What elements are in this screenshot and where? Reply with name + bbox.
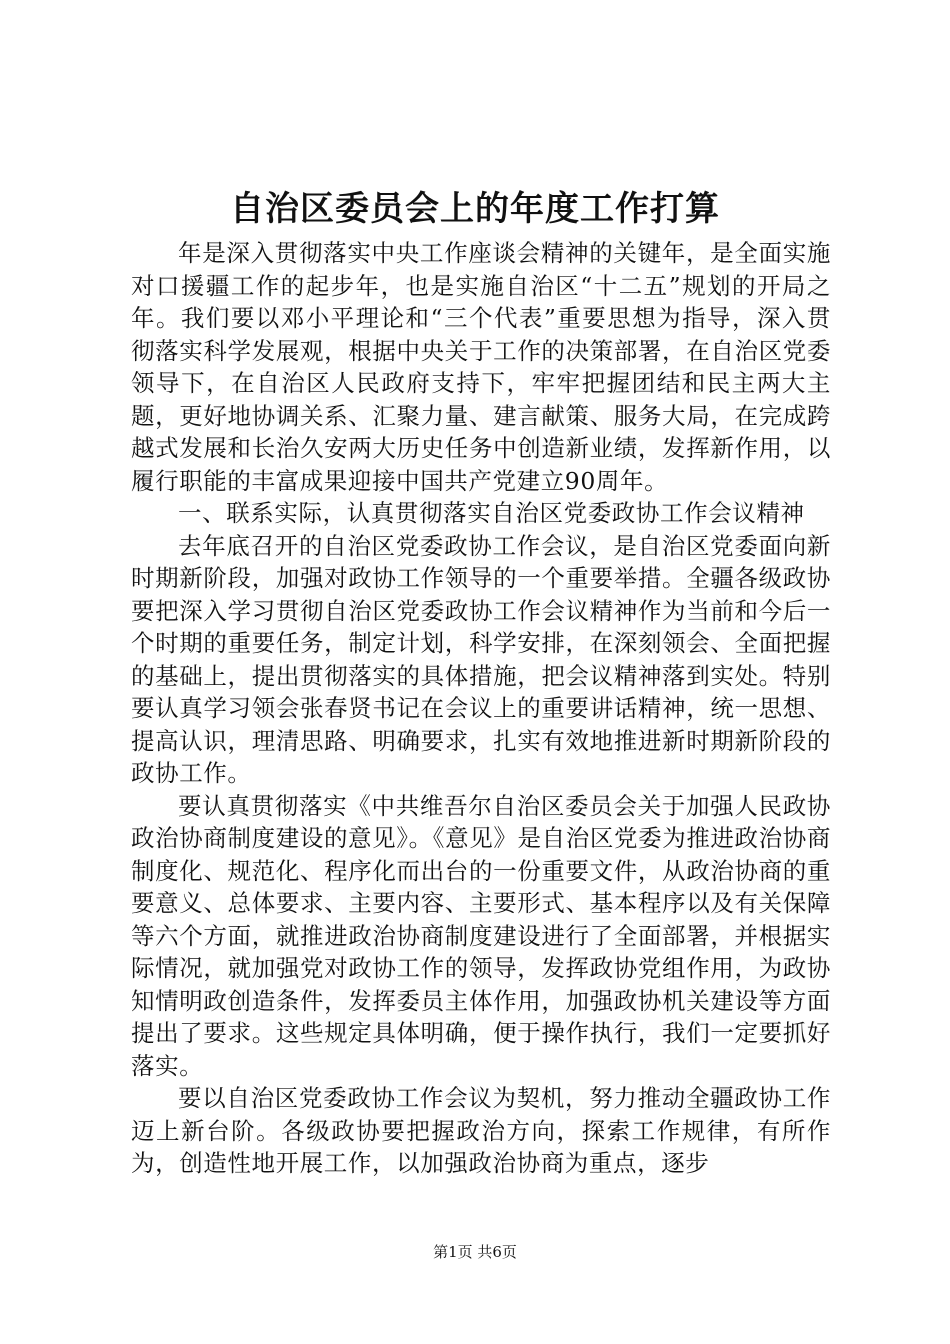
paragraph-intro: 年是深入贯彻落实中央工作座谈会精神的关键年，是全面实施对口援疆工作的起步年，也是实施自治区“十二五”规划的开局之年。我们要以邓小平理论和“三个代表”重要思想为指导，深入贯彻落实科学发展观，根据中央关于工作的决策部署，在自治区党委领导下，在自治区人民政府支持下，牢牢把握团结和民主两大主题，更好地协调关系、汇聚力量、建言献策、服务大局，在完成跨越式发展和长治久安两大历史任务中创造新业绩，发挥新作用，以履行职能的丰富成果迎接中国共产党建立90周年。	[131, 239, 831, 495]
paragraph-opportunity: 要以自治区党委政协工作会议为契机，努力推动全疆政协工作迈上新台阶。各级政协要把握政治方向，探索工作规律，有所作为，创造性地开展工作，以加强政治协商为重点，逐步	[131, 1084, 831, 1177]
document-body	[131, 237, 831, 1180]
document-title: 自治区委员会上的年度工作打算	[230, 189, 720, 229]
section-heading-1: 一、联系实际，认真贯彻落实自治区党委政协工作会议精神	[178, 499, 805, 527]
paragraph-conference: 去年底召开的自治区党委政协工作会议，是自治区党委面向新时期新阶段，加强对政协工作领导的一个重要举措。全疆各级政协要把深入学习贯彻自治区党委政协工作会议精神作为当前和今后一个时期的重要任务，制定计划，科学安排，在深刻领会、全面把握的基础上，提出贯彻落实的具体措施，把会议精神落到实处。特别要认真学习领会张春贤书记在会议上的重要讲话精神，统一思想、提高认识，理清思路、明确要求，扎实有效地推进新时期新阶段的政协工作。	[131, 531, 831, 787]
paragraph-opinion: 要认真贯彻落实《中共维吾尔自治区委员会关于加强人民政协政治协商制度建设的意见》。《意见》是自治区党委为推进政治协商制度化、规范化、程序化而出台的一份重要文件，从政治协商的重要意义、总体要求、主要内容、主要形式、基本程序以及有关保障等六个方面，就推进政治协商制度建设进行了全面部署，并根据实际情况，就加强党对政协工作的领导，发挥政协党组作用，为政协知情明政创造条件，发挥委员主体作用，加强政协机关建设等方面提出了要求。这些规定具体明确，便于操作执行，我们一定要抓好落实。	[131, 791, 831, 1080]
page-number-footer: 第1页 共6页	[433, 1243, 517, 1261]
